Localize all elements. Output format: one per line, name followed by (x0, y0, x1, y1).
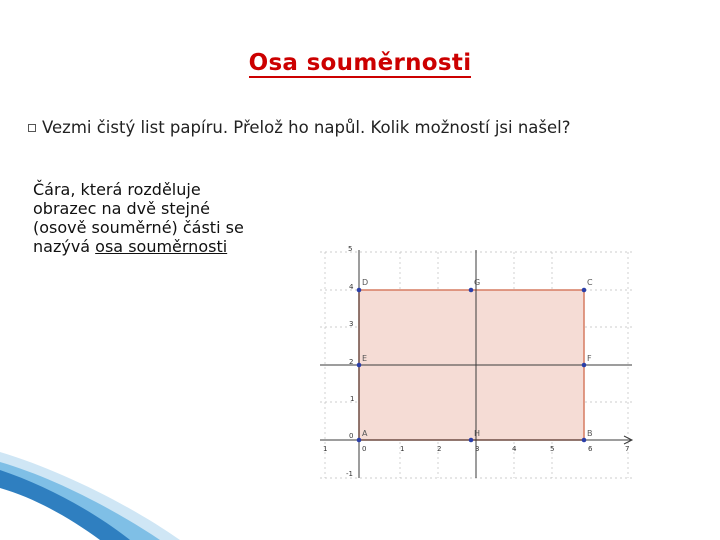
point-f (582, 363, 587, 368)
x-tick-label: 1 (323, 445, 328, 453)
point-a (357, 438, 362, 443)
point-label-e: E (362, 354, 368, 363)
x-tick-label: 0 (362, 445, 367, 453)
x-tick-label: 5 (550, 445, 555, 453)
x-tick-labels (323, 445, 629, 453)
point-label-g: G (474, 278, 481, 287)
y-tick-label: 0 (349, 432, 354, 440)
y-tick-label: 5 (348, 245, 353, 253)
definition-line: obrazec na dvě stejné (33, 199, 210, 218)
y-tick-label: -1 (346, 470, 353, 478)
definition-line: nazývá (33, 237, 96, 256)
point-e (357, 363, 362, 368)
definition-term: osa souměrnosti (95, 237, 228, 256)
y-tick-label: 4 (349, 283, 354, 291)
point-label-c: C (587, 278, 593, 287)
x-tick-label: 3 (475, 445, 480, 453)
point-label-b: B (587, 429, 593, 438)
point-h (469, 438, 474, 443)
point-b (582, 438, 587, 443)
definition-line: (osově souměrné) části se (33, 218, 244, 237)
y-tick-label: 3 (349, 320, 354, 328)
definition-line: Čára, která rozděluje (33, 180, 201, 199)
point-label-h: H (474, 429, 481, 438)
y-tick-label: 2 (349, 358, 354, 366)
x-tick-label: 6 (588, 445, 593, 453)
x-tick-label: 4 (512, 445, 517, 453)
page-title-text: Osa souměrnosti (248, 50, 472, 76)
y-tick-label: 1 (350, 395, 355, 403)
point-label-d: D (362, 278, 369, 287)
point-c (582, 288, 587, 293)
point-label-f: F (587, 354, 592, 363)
x-tick-label: 1 (400, 445, 405, 453)
x-tick-label: 2 (437, 445, 442, 453)
point-label-a: A (362, 429, 368, 438)
point-g (469, 288, 474, 293)
point-d (357, 288, 362, 293)
x-tick-label: 7 (625, 445, 630, 453)
y-tick-labels (346, 245, 354, 478)
instruction-text: Vezmi čistý list papíru. Přelož ho napůl. Kolik možností jsi našel? (42, 118, 571, 137)
